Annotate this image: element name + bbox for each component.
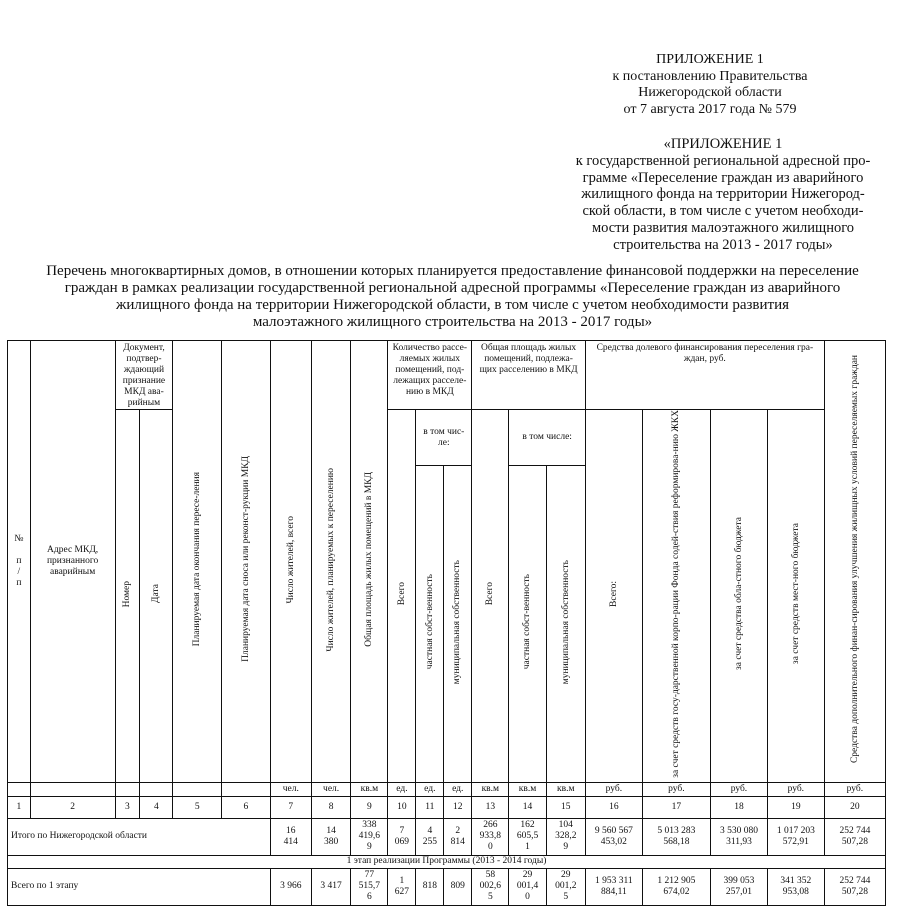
header-funds-regional: за счет средства обла-стного бюджета [733,517,744,671]
unit-cell: руб. [585,782,642,796]
program-line: ской области, в том числе с учетом необходи- [582,203,864,220]
header-residents-total-cell [270,341,311,783]
unit-cell: кв.м [509,782,546,796]
total-value: 266 933,8 0 [472,818,509,855]
program-line: «ПРИЛОЖЕНИЕ 1 [663,136,783,152]
unit-cell: руб. [711,782,768,796]
total-value: 338 419,6 9 [351,818,388,855]
header-rooms-municipal-cell [444,466,472,783]
header-area-private-cell [509,466,546,783]
header-area-all-cell [472,410,509,783]
header-area-private: частная собст-венность [522,574,533,670]
stage1-value: 77 515,7 6 [351,868,388,905]
title-line: граждан в рамках реализации государственной региональной адресной программы «Пересeление граждан из аварийного [64,280,841,296]
program-line: жилищного фонда на территории Нижегород- [581,186,865,203]
header-address: Адрес МКД, признанного аварийным [30,341,115,783]
header-area-total: Общая площадь жилых помещений в МКД [364,472,375,647]
unit-cell: руб. [642,782,710,796]
total-value: 3 530 080 311,93 [711,818,768,855]
unit-cell: руб. [824,782,885,796]
column-number: 13 [472,796,509,818]
appendix-line: к постановлению Правительства [612,68,808,84]
stage1-value: 1 953 311 884,11 [585,868,642,905]
total-row [8,818,886,855]
header-rooms-private: частная собст-венность [424,574,435,670]
stage1-value: 809 [444,868,472,905]
unit-cell [140,782,173,796]
header-funds-local: за счет средств мест-ного бюджета [790,523,801,665]
total-value: 9 560 567 453,02 [585,818,642,855]
total-value: 2 814 [444,818,472,855]
header-rooms-private-cell [416,466,444,783]
header-area-municipal: муниципальная собственность [560,559,571,685]
header-resettle-end-cell [173,341,222,783]
unit-cell: чел. [270,782,311,796]
appendix-line: ПРИЛОЖЕНИЕ 1 [656,52,764,67]
appendix-line: Нижегородской области [638,85,782,100]
column-number: 9 [351,796,388,818]
column-number: 15 [546,796,585,818]
header-residents-planned-cell [311,341,350,783]
stage1-value: 29 001,2 5 [546,868,585,905]
header-doc-date-cell [140,410,173,783]
unit-cell [8,782,31,796]
header-funds-regional-cell [711,410,768,783]
column-number: 3 [115,796,140,818]
unit-cell [222,782,271,796]
unit-cell: руб. [767,782,824,796]
header-rooms-group: Количество рассе- ляемых жилых помещений, под- лежащих расселе- нию в МКД [388,341,472,410]
column-number: 19 [767,796,824,818]
unit-cell [115,782,140,796]
total-value: 4 255 [416,818,444,855]
header-funds-total: Всего: [608,580,619,607]
document-title [0,263,905,331]
column-number: 10 [388,796,416,818]
header-area-all: Всего [485,582,496,606]
column-number: 20 [824,796,885,818]
column-number: 2 [30,796,115,818]
program-line: грамме «Переселение граждан из аварийного [582,169,864,186]
total-value: 252 744 507,28 [824,818,885,855]
stage1-value: 3 417 [311,868,350,905]
program-line: мости развития малоэтажного жилищного [591,219,855,236]
total-value: 14 380 [311,818,350,855]
unit-cell: ед. [444,782,472,796]
appendix-header [560,52,860,118]
column-number: 11 [416,796,444,818]
column-number: 17 [642,796,710,818]
header-funds-total-cell [585,410,642,783]
stage1-value: 29 001,4 0 [509,868,546,905]
header-area-group: Общая площадь жилых помещений, подлежа- щих расселению в МКД [472,341,586,410]
column-number: 12 [444,796,472,818]
stage1-value: 818 [416,868,444,905]
stage1-row [8,868,886,905]
header-funds-fund-cell [642,410,710,783]
unit-cell [30,782,115,796]
stage1-value: 252 744 507,28 [824,868,885,905]
header-doc-date: Дата [151,584,162,604]
stage1-value: 1 627 [388,868,416,905]
column-number: 5 [173,796,222,818]
header-area-total-cell [351,341,388,783]
program-line: к государственной региональной адресной про- [575,152,871,169]
housing-table [7,340,886,906]
header-additional-cell [824,341,885,783]
header-residents-planned: Число жителей, планируемых к переселению [325,467,336,652]
unit-cell: кв.м [546,782,585,796]
stage1-value: 1 212 905 674,02 [642,868,710,905]
header-document: Документ, подтвер- ждающий признание МКД ава- рийным [115,341,173,410]
header-rooms-total-cell [388,410,416,783]
header-funds-group: Средства долевого финансирования переселения гра- ждан, руб. [585,341,824,410]
total-value: 7 069 [388,818,416,855]
header-demolition: Планируемая дата сноса или реконст-рукции МКД [240,456,251,663]
header-demolition-cell [222,341,271,783]
column-number: 4 [140,796,173,818]
appendix-line: от 7 августа 2017 года № 579 [623,101,797,117]
header-number: № п / п [8,341,31,783]
stage1-row-label: Всего по 1 этапу [8,868,271,905]
total-value: 1 017 203 572,91 [767,818,824,855]
header-rooms-total: Всего [396,582,407,606]
unit-cell: ед. [388,782,416,796]
header-residents-total: Число жителей, всего [285,515,296,604]
unit-cell: чел. [311,782,350,796]
program-line: строительства на 2013 - 2017 годы» [613,236,833,253]
total-value: 16 414 [270,818,311,855]
column-number: 14 [509,796,546,818]
header-funds-fund: за счет средств госу-дарственной корпо-рации Фонда содей-ствия реформирова-нию ЖКХ [671,410,682,778]
title-line: Перечень многоквартирных домов, в отношении которых планируется предоставление финансовой поддержки на переселение [46,263,859,279]
column-number: 16 [585,796,642,818]
header-area-incl: в том числе: [509,410,586,466]
title-line: малоэтажного жилищного строительства на 2013 - 2017 годы» [252,314,653,330]
unit-cell: кв.м [472,782,509,796]
header-area-municipal-cell [546,466,585,783]
total-value: 5 013 283 568,18 [642,818,710,855]
total-value: 104 328,2 9 [546,818,585,855]
header-resettle-end: Планируемая дата окончания пересе-ления [191,472,202,647]
column-number: 8 [311,796,350,818]
stage1-value: 58 002,6 5 [472,868,509,905]
header-additional: Средства дополнительного финан-сирования улучшения жилищных условий переселяемых граждан [849,355,860,764]
column-number: 18 [711,796,768,818]
header-doc-number: Номер [122,580,133,608]
stage-header: 1 этап реализации Программы (2013 - 2014 годы) [8,855,886,868]
title-line: жилищного фонда на территории Нижегородской области, в том числе с учетом необходимости развития [115,297,790,313]
unit-cell: ед. [416,782,444,796]
column-number: 7 [270,796,311,818]
unit-cell: кв.м [351,782,388,796]
stage1-value: 341 352 953,08 [767,868,824,905]
header-rooms-incl: в том чис- ле: [416,410,472,466]
column-number: 1 [8,796,31,818]
stage1-value: 399 053 257,01 [711,868,768,905]
total-row-label: Итого по Нижегородской области [8,818,271,855]
column-number: 6 [222,796,271,818]
unit-cell [173,782,222,796]
header-doc-number-cell [115,410,140,783]
header-funds-local-cell [767,410,824,783]
header-rooms-municipal: муниципальная собственность [452,559,463,685]
program-appendix-header [548,136,898,254]
total-value: 162 605,5 1 [509,818,546,855]
stage1-value: 3 966 [270,868,311,905]
